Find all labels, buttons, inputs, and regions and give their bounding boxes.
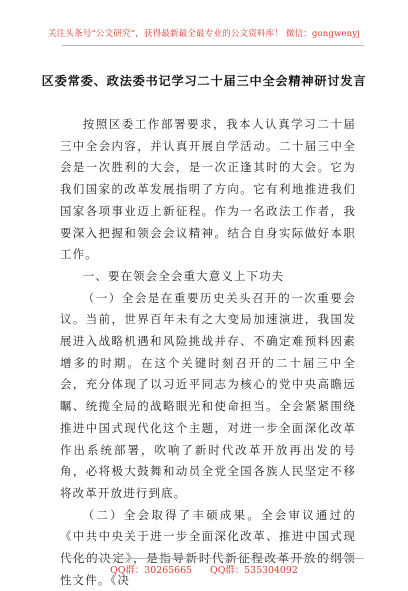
- footer-contact: [0, 562, 408, 576]
- paragraph-point-2: （二）全会取得了丰硕成果。全会审议通过的《中共中央关于进一步全面深化改革、推进中国式现代化的决定》，是指导新时代新征程改革开放的纲领性文件。《决: [60, 507, 356, 587]
- footer-divider: [62, 558, 364, 559]
- paragraph-point-1: （一）全会是在重要历史关头召开的一次重要会议。当前，世界百年未有之大变局加速演进，我国发展进入战略机遇和风险挑战并存、不确定难预料因素增多的时期。在这个关键时刻召开的二十届三中全会，充分体现了以习近平同志为核心的党中央高瞻远瞩、统揽全局的战略眼光和使命担当。全会紧紧围绕推进中国式现代化这个主题，对进一步全面深化改革作出系统部署，吹响了新时代改革开放再出发的号角，必将极大鼓舞和动员全党全国各族人民坚定不移将改革开放进行到底。: [60, 290, 356, 500]
- document-body: [60, 114, 356, 591]
- paragraph-intro: 按照区委工作部署要求，我本人认真学习二十届三中全会内容，并认真开展自学活动。二十届三中全会是一次胜利的大会，是一次正逢其时的大会。它为我们国家的改革发展指明了方向。它有利地推进我们国家各项事业迈上新征程。作为一名政法工作者，我要深入把握和领会会议精神。结合自身实际做好本职工作。: [60, 117, 356, 262]
- section-heading-1: 一、要在领会全会重大意义上下功夫: [82, 268, 285, 283]
- header-promo-note: 关注头条号“公文研究”，获得最新最全最专业的公文资料库！ 微信：gongwenyj: [47, 29, 361, 39]
- footer-qq-group-1: QQ群：30265665: [110, 565, 193, 576]
- footer-qq-group-2: QQ群：535304092: [210, 565, 298, 576]
- header-divider: [62, 45, 364, 46]
- document-title: 区委常委、政法委书记学习二十届三中全会精神研讨发言: [41, 74, 367, 88]
